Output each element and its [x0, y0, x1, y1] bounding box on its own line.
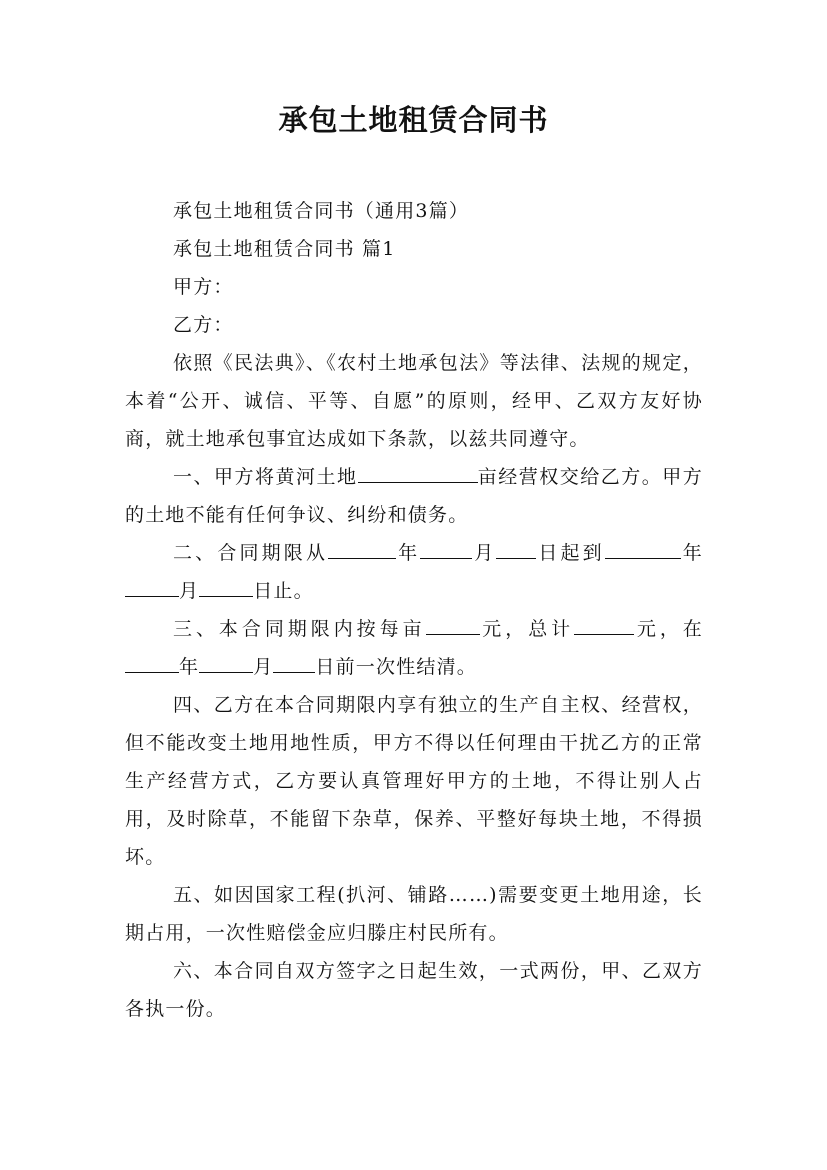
clause-2-text: 二、合同期限从 [173, 542, 329, 564]
fill-blank-total[interactable] [574, 612, 634, 635]
clause-1 [125, 458, 703, 534]
clause-4: 四、乙方在本合同期限内享有独立的生产自主权、经营权，但不能改变土地用地性质，甲方不得以任何理由干扰乙方的正常生产经营方式，乙方要认真管理好甲方的土地，不得让别人占用，及时除草，不能留下杂草，保养、平整好每块土地，不得损坏。 [125, 694, 703, 868]
clause-3-text: 年 [179, 656, 200, 678]
section-heading: 承包土地租赁合同书 篇1 [173, 238, 396, 260]
party-a-line: 甲方： [173, 276, 234, 298]
clause-6: 六、本合同自双方签字之日起生效，一式两份，甲、乙双方各执一份。 [125, 960, 703, 1020]
fill-blank-acreage[interactable] [358, 460, 478, 483]
fill-blank-end-day[interactable] [199, 574, 253, 597]
page-title: 承包土地租赁合同书 [278, 103, 549, 137]
clause-2-text: 月 [179, 580, 200, 602]
fill-blank-pay-day[interactable] [273, 650, 315, 673]
document-subtitle: 承包土地租赁合同书（通用3篇） [173, 200, 470, 222]
fill-blank-price-per-mu[interactable] [426, 612, 480, 635]
clause-3-text: 元，在 [634, 618, 703, 640]
fill-blank-end-year[interactable] [605, 536, 681, 559]
party-b-line: 乙方： [173, 314, 234, 336]
clause-1-text-a: 一、甲方将黄河土地 [173, 466, 358, 488]
clause-3-text: 元，总计 [479, 618, 575, 640]
clause-2-text: 月 [472, 542, 497, 564]
clause-3 [125, 610, 703, 686]
clause-3-text: 日前一次性结清。 [315, 656, 478, 678]
clause-2-text: 年 [396, 542, 421, 564]
clause-2-text: 日起到 [536, 542, 605, 564]
fill-blank-pay-month[interactable] [199, 650, 253, 673]
fill-blank-start-year[interactable] [328, 536, 396, 559]
clause-1-text-b: 亩经营权交给乙方。甲方的土地不能有任何争议、纠纷和债务。 [125, 466, 703, 526]
clause-2 [125, 534, 703, 610]
fill-blank-end-month[interactable] [125, 574, 179, 597]
clause-3-text: 三、本合同期限内按每亩 [173, 618, 426, 640]
clause-3-text: 月 [253, 656, 274, 678]
fill-blank-start-day[interactable] [496, 536, 536, 559]
clause-2-text: 日止。 [253, 580, 314, 602]
clause-5: 五、如因国家工程(扒河、铺路……)需要变更土地用途，长期占用，一次性赔偿金应归滕庄村民所有。 [125, 884, 703, 944]
document-body [125, 192, 703, 1028]
clause-2-text: 年 [680, 542, 704, 564]
fill-blank-start-month[interactable] [420, 536, 472, 559]
intro-paragraph: 依照《民法典》、《农村土地承包法》等法律、法规的规定，本着“公开、诚信、平等、自愿”的原则，经甲、乙双方友好协商，就土地承包事宜达成如下条款，以兹共同遵守。 [125, 352, 703, 450]
fill-blank-pay-year[interactable] [125, 650, 179, 673]
